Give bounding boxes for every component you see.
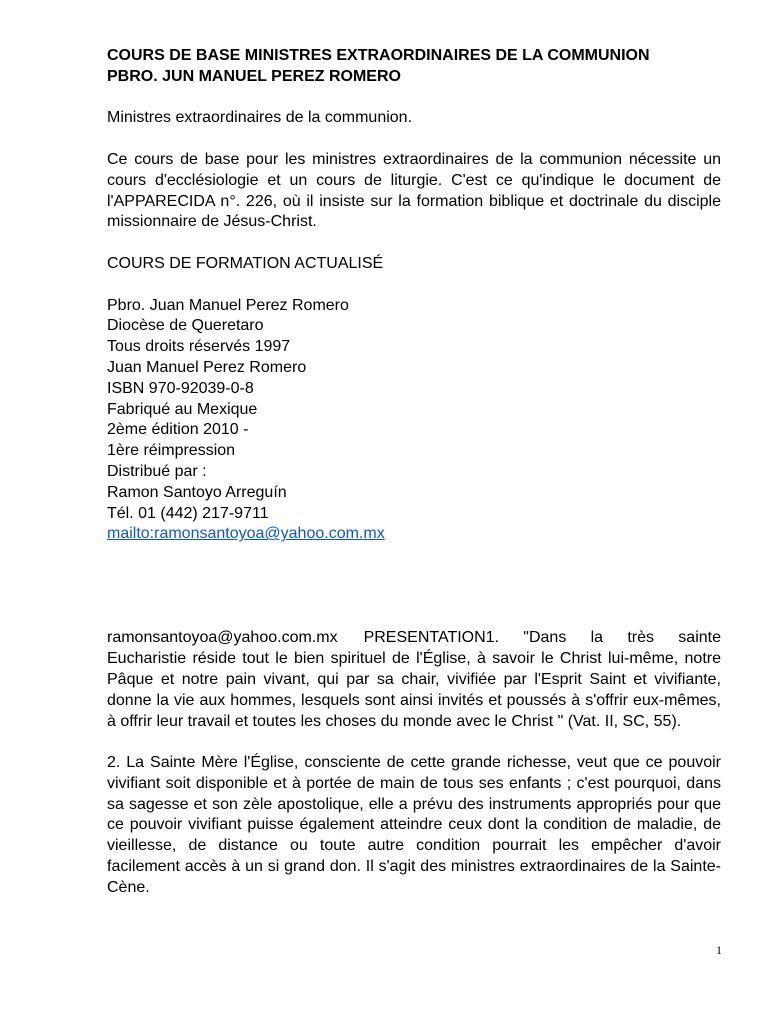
credits-line: Pbro. Juan Manuel Perez Romero <box>107 296 349 314</box>
credits-line: Tous droits réservés 1997 <box>107 338 291 356</box>
credits-line: Juan Manuel Perez Romero <box>107 358 307 376</box>
credits-line: Ramon Santoyo Arreguín <box>107 483 287 501</box>
presentation-email: ramonsantoyoa@yahoo.com.mx <box>107 629 338 647</box>
body-paragraph-1: Ce cours de base pour les ministres extraordinaires de la communion nécessite un cours d'ecclésiologie et un cours de liturgie. C'est ce qu'indique le document de l'APPARECIDA n°. 226, où il insiste sur la formation biblique et doctrinale du disciple missionnaire de Jésus-Christ. <box>107 150 721 231</box>
credits-line: Tél. 01 (442) 217-9711 <box>107 504 269 522</box>
section-heading: COURS DE FORMATION ACTUALISÉ <box>107 254 384 272</box>
document-title-line-1: COURS DE BASE MINISTRES EXTRAORDINAIRES DE LA COMMUNION <box>107 47 650 64</box>
spacer <box>107 545 721 566</box>
credits-line: Fabriqué au Mexique <box>107 400 258 418</box>
spacer <box>107 732 721 753</box>
spacer <box>107 587 721 608</box>
page-content <box>107 46 721 899</box>
body-paragraph-2: 2. La Sainte Mère l'Église, consciente de cette grande richesse, veut que ce pouvoir vivifiant soit disponible et à portée de main de tous ses enfants ; c'est pourquoi, dans sa sagesse et son zèle apostolique, elle a prévu des instruments appropriés pour que ce pouvoir vivifiant puisse également atteindre ceux dont la condition de maladie, de vieillesse, de distance ou toute autre condition pourrait les empêcher d'avoir facilement accès à un si grand don. Il s'agit des ministres extraordinaires de la Sainte-Cène. <box>107 754 721 896</box>
presentation-text: PRESENTATION1. "Dans la très sainte Eucharistie réside tout le bien spirituel de l'Église, à savoir le Christ lui-même, notre Pâque et notre pain vivant, qui par sa chair, vivifiée par l'Esprit Saint et vivifiante, donne la vie aux hommes, lesquels sont ainsi invités et poussés à s'offrir eux-mêmes, à offrir leur travail et toutes les choses du monde avec le Christ " (Vat. II, SC, 55). <box>107 629 721 730</box>
spacer <box>107 275 721 296</box>
credits-block <box>107 296 721 546</box>
document-title-line-2: PBRO. JUN MANUEL PEREZ ROMERO <box>107 67 401 85</box>
credits-line: 2ème édition 2010 - <box>107 421 249 439</box>
intro-paragraph: Ministres extraordinaires de la communion. <box>107 109 413 127</box>
credits-line: 1ère réimpression <box>107 442 236 460</box>
mailto-link[interactable]: mailto:ramonsantoyoa@yahoo.com.mx <box>107 525 385 543</box>
spacer <box>107 566 721 587</box>
credits-line: Diocèse de Queretaro <box>107 317 264 335</box>
spacer <box>107 233 721 254</box>
page-number: 1 <box>716 943 722 957</box>
spacer <box>107 88 721 109</box>
credits-line: ISBN 970-92039-0-8 <box>107 379 254 397</box>
spacer <box>107 129 721 150</box>
presentation-paragraph <box>107 628 721 732</box>
spacer <box>107 608 721 629</box>
credits-line: Distribué par : <box>107 462 207 480</box>
